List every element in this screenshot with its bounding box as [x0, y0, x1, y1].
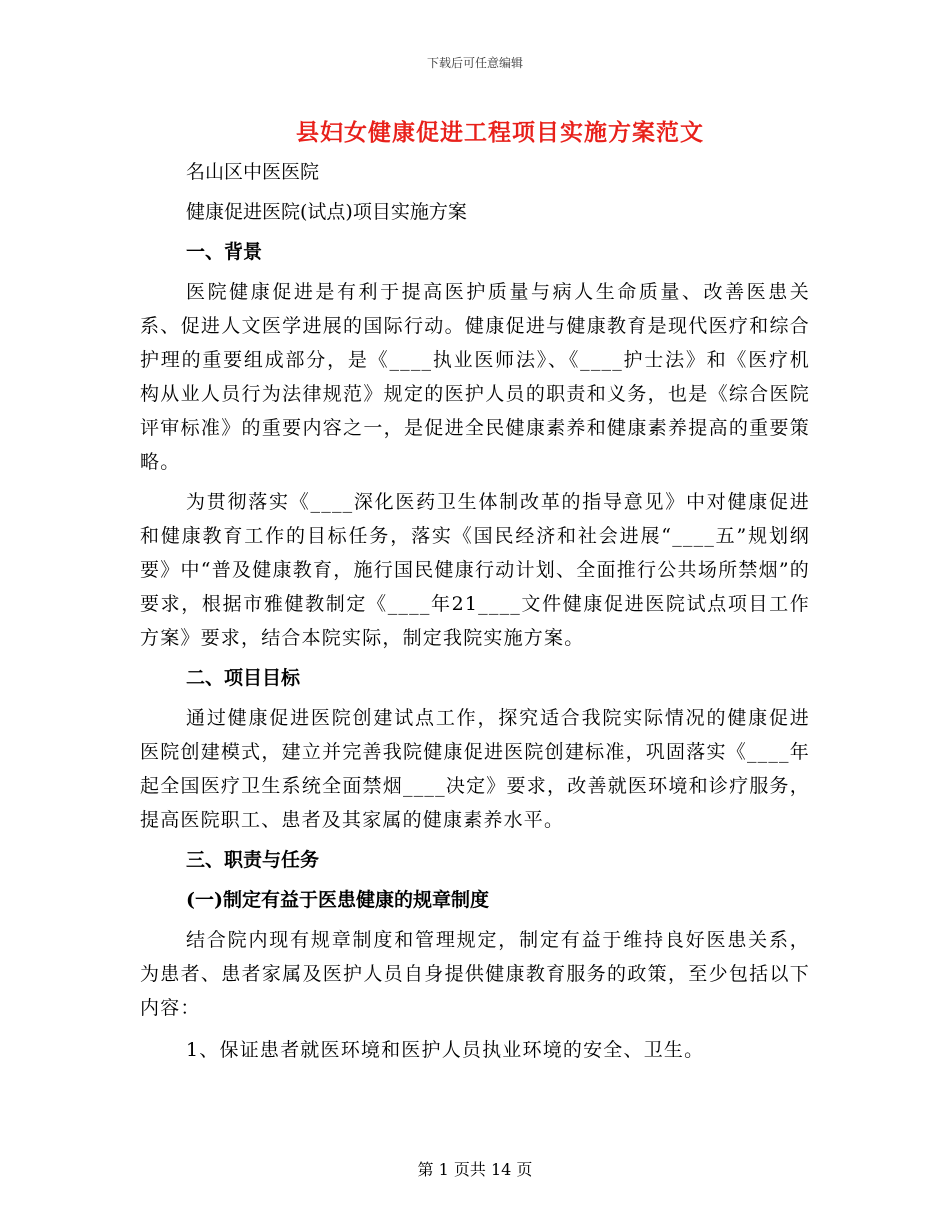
- list-item: 1、保证患者就医环境和医护人员执业环境的安全、卫生。: [186, 1039, 705, 1061]
- page-footer: 第 1 页共 14 页: [417, 1160, 533, 1179]
- document-body: [140, 155, 810, 1067]
- paragraph-goals-1: 通过健康促进医院创建试点工作，探究适合我院实际情况的健康促进医院创建模式，建立并完善我院健康促进医院创建标准，巩固落实《____年起全国医疗卫生系统全面禁烟____决定》要求，改善就医环境和诊疗服务，提高医院职工、患者及其家属的健康素养水平。: [140, 707, 810, 831]
- section-heading-goals: 二、项目目标: [186, 667, 301, 689]
- paragraph-background-2: 为贯彻落实《____深化医药卫生体制改革的指导意见》中对健康促进和健康教育工作的目标任务，落实《国民经济和社会进展“____五”规划纲要》中“普及健康教育，施行国民健康行动计划、全面推行公共场所禁烟”的要求，根据市雅健教制定《____年21____文件健康促进医院试点项目工作方案》要求，结合本院实际，制定我院实施方案。: [140, 491, 810, 649]
- document-subtitle: 健康促进医院(试点)项目实施方案: [186, 201, 467, 223]
- org-name: 名山区中医医院: [186, 161, 320, 183]
- paragraph-background-1: 医院健康促进是有利于提高医护质量与病人生命质量、改善医患关系、促进人文医学进展的国际行动。健康促进与健康教育是现代医疗和综合护理的重要组成部分，是《____执业医师法》、《____护士法》和《医疗机构从业人员行为法律规范》规定的医护人员的职责和义务，也是《综合医院评审标准》的重要内容之一，是促进全民健康素养和健康素养提高的重要策略。: [140, 281, 810, 473]
- document-title: 县妇女健康促进工程项目实施方案范文: [296, 119, 704, 146]
- subsection-heading-regulations: (一)制定有益于医患健康的规章制度: [186, 889, 489, 911]
- paragraph-duties-1: 结合院内现有规章制度和管理规定，制定有益于维持良好医患关系，为患者、患者家属及医护人员自身提供健康教育服务的政策，至少包括以下内容：: [140, 929, 810, 1019]
- header-note: 下载后可任意编辑: [426, 56, 523, 70]
- section-heading-background: 一、背景: [186, 241, 263, 263]
- section-heading-duties: 三、职责与任务: [186, 849, 320, 871]
